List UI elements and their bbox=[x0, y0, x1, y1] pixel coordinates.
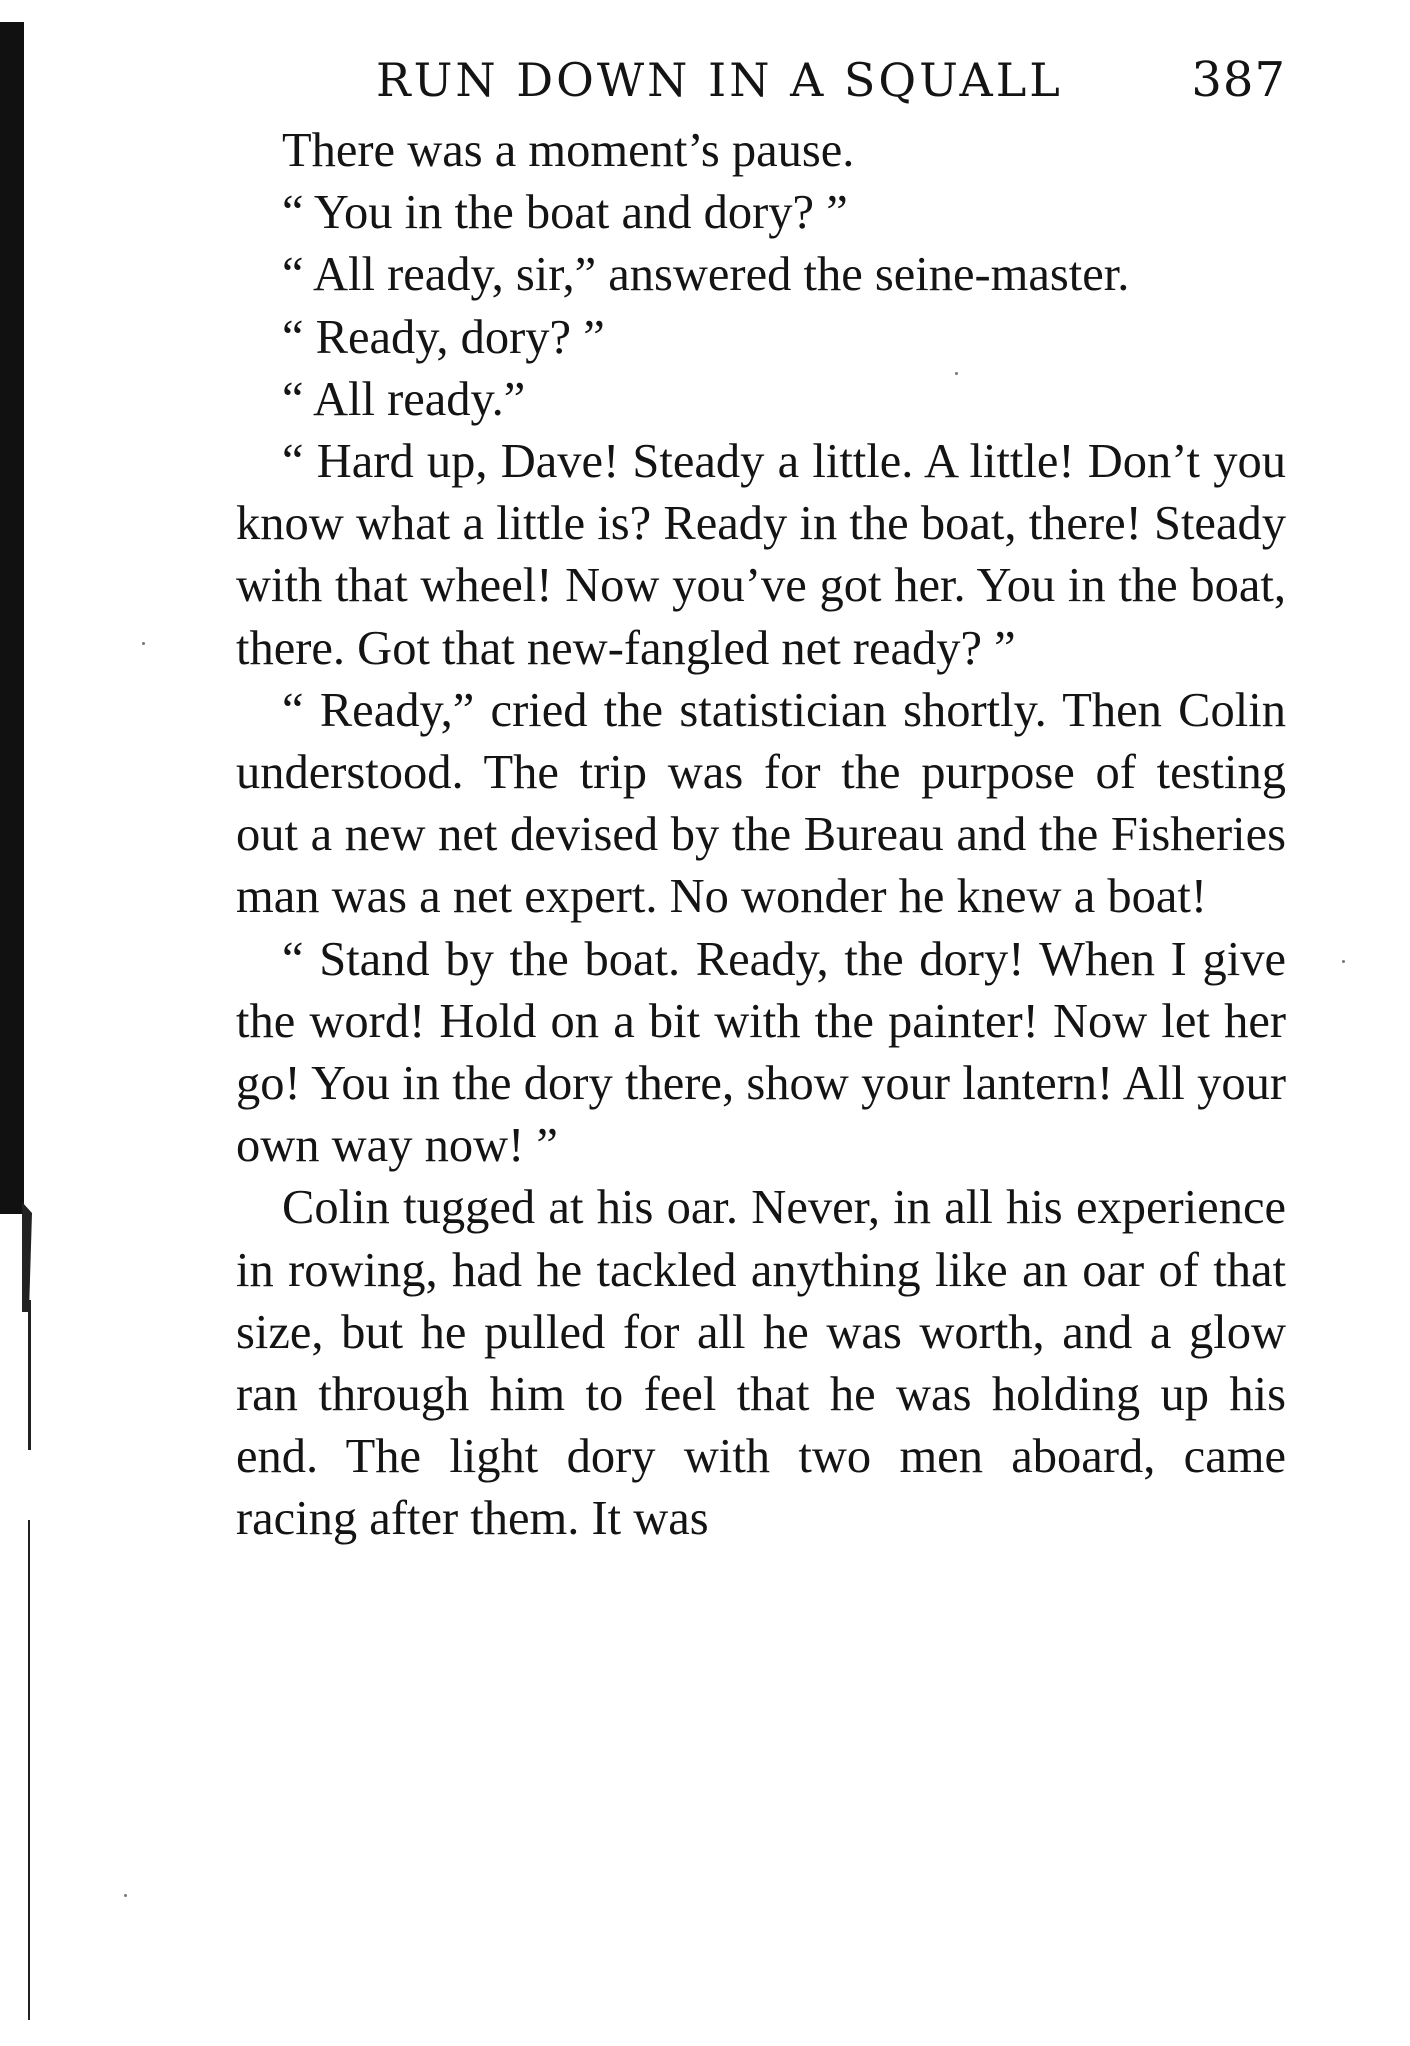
paragraph: “ Stand by the boat. Ready, the dory! When I give the word! Hold on a bit with the painter! Now let her go! You in the dory there, show your lantern! All your own way now! ” bbox=[236, 932, 1286, 1173]
paragraph: “ Hard up, Dave! Steady a little. A little! Don’t you know what a little is? Ready in the boat, there! Steady with that wheel! Now you’ve got her. You in the boat, there. Got that new-fangled net ready? ” bbox=[236, 435, 1286, 675]
paragraph: “ All ready, sir,” answered the seine-master. bbox=[282, 248, 1130, 302]
paragraph: “ You in the boat and dory? ” bbox=[282, 186, 848, 240]
binding-shadow bbox=[0, 22, 24, 1214]
paragraph: “ Ready, dory? ” bbox=[282, 310, 605, 364]
running-title: RUN DOWN IN A SQUALL bbox=[376, 53, 1063, 107]
paragraph: “ All ready.” bbox=[282, 372, 526, 426]
binding-edge-line-lower bbox=[28, 1520, 30, 2020]
book-page bbox=[236, 40, 1286, 1551]
paragraph: Colin tugged at his oar. Never, in all his experience in rowing, had he tackled anything like an oar of that size, but he pulled for all he was worth, and a glow ran through him to feel that he was holding up his end. The light dory with two men aboard, came racing after them. It was bbox=[236, 1181, 1286, 1546]
print-speck bbox=[1342, 960, 1345, 963]
paragraph: “ Ready,” cried the statistician shortly. Then Colin understood. The trip was for the purpose of testing out a new net devised by the Bureau and the Fisheries man was a net expert. No wonder he knew a boat! bbox=[236, 683, 1286, 924]
body-text bbox=[236, 120, 1286, 1551]
page-number: 387 bbox=[1191, 52, 1286, 108]
print-speck bbox=[142, 642, 145, 645]
binding-edge-line bbox=[28, 1300, 31, 1450]
print-speck bbox=[124, 1894, 127, 1897]
running-head bbox=[236, 40, 1286, 120]
paragraph: There was a moment’s pause. bbox=[282, 124, 855, 177]
